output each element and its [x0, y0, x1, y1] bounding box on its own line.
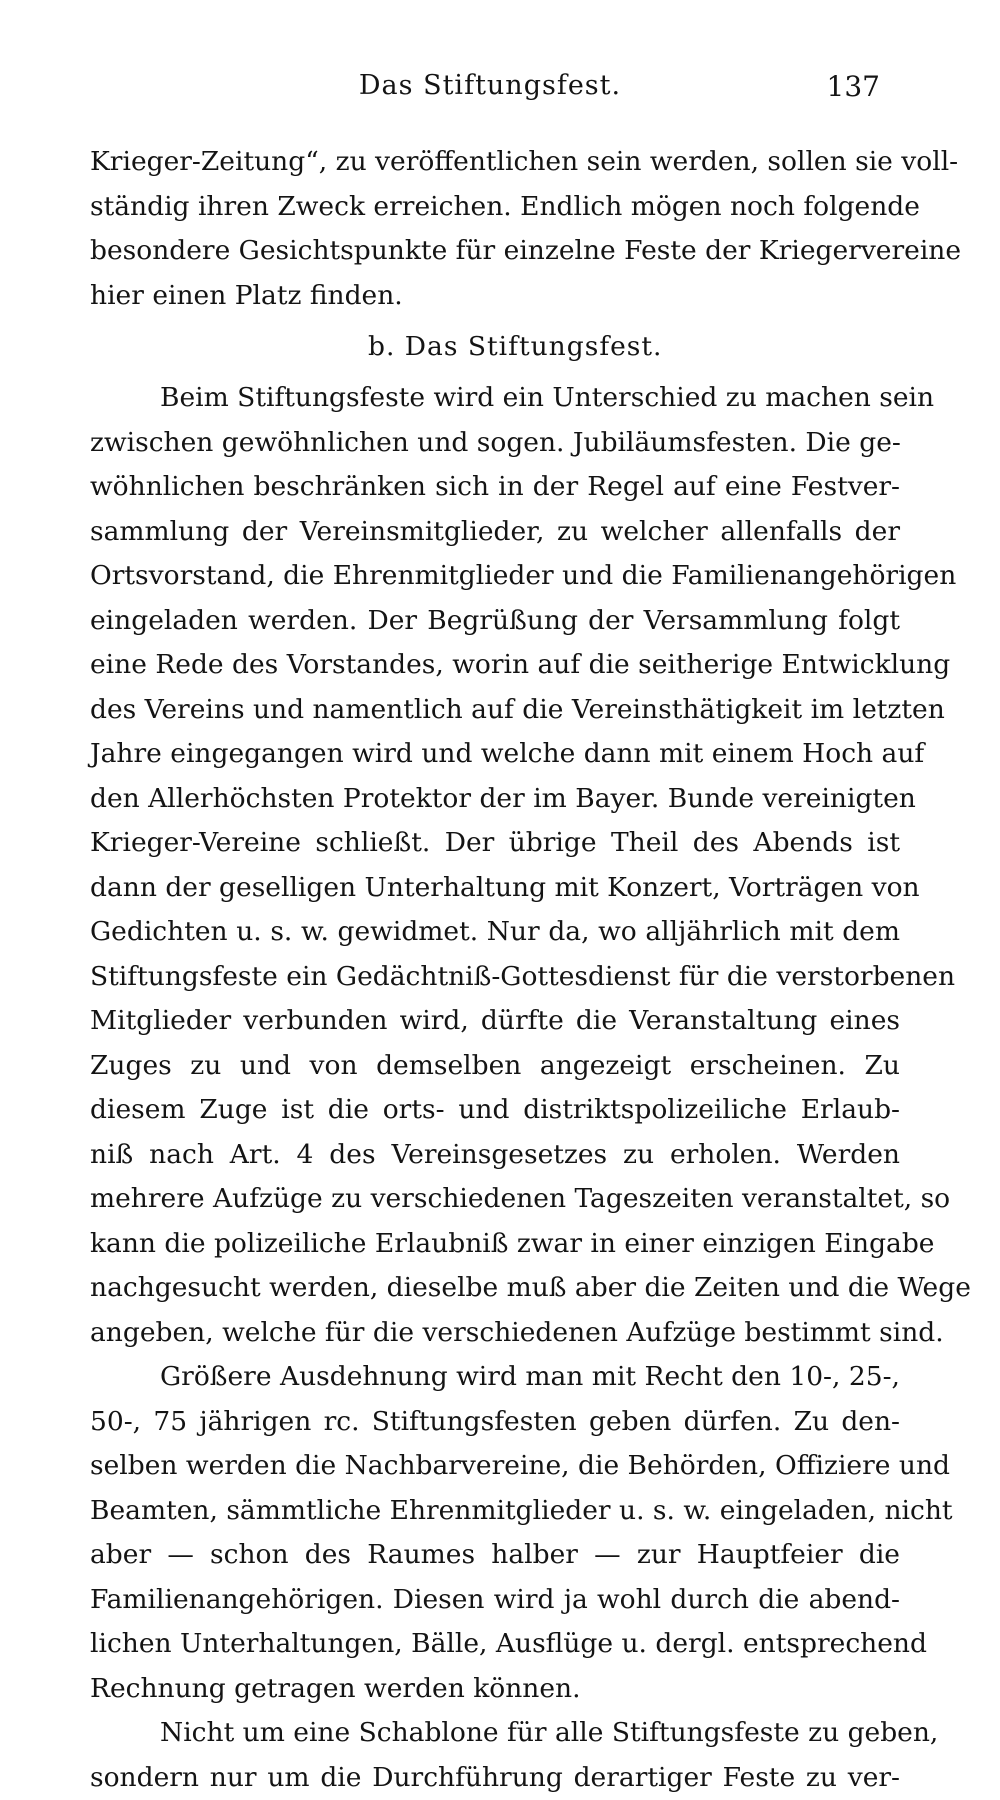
text-line: ständig ihren Zweck erreichen. Endlich mögen noch folgende	[90, 185, 900, 230]
text-line: 50-, 75 jährigen rc. Stiftungsfesten geben dürfen. Zu den-	[90, 1400, 900, 1445]
text-line: Krieger-Vereine schließt. Der übrige Theil des Abends ist	[90, 821, 900, 866]
text-line: lichen Unterhaltungen, Bälle, Ausflüge u. dergl. entsprechend	[90, 1622, 900, 1667]
page-number: 137	[827, 70, 880, 103]
text-line: hier einen Platz finden.	[90, 274, 900, 319]
text-line: Rechnung getragen werden können.	[90, 1667, 900, 1712]
text-line: Familienangehörigen. Diesen wird ja wohl durch die abend-	[90, 1578, 900, 1623]
section-heading: b. Das Stiftungsfest.	[90, 324, 900, 370]
text-line: eine Rede des Vorstandes, worin auf die seitherige Entwicklung	[90, 643, 900, 688]
text-line: den Allerhöchsten Protektor der im Bayer. Bunde vereinigten	[90, 777, 900, 822]
text-line: Beim Stiftungsfeste wird ein Unterschied zu machen sein	[90, 376, 900, 421]
text-line: sammlung der Vereinsmitglieder, zu welcher allenfalls der	[90, 510, 900, 555]
text-line: nachgesucht werden, dieselbe muß aber die Zeiten und die Wege	[90, 1266, 900, 1311]
text-line: angeben, welche für die verschiedenen Aufzüge bestimmt sind.	[90, 1311, 900, 1356]
text-line: diesem Zuge ist die orts- und distriktspolizeiliche Erlaub-	[90, 1088, 900, 1133]
text-line: sondern nur um die Durchführung derartiger Feste zu ver-	[90, 1756, 900, 1800]
text-line: Gedichten u. s. w. gewidmet. Nur da, wo alljährlich mit dem	[90, 910, 900, 955]
text-line: dann der geselligen Unterhaltung mit Konzert, Vorträgen von	[90, 866, 900, 911]
text-line: Mitglieder verbunden wird, dürfte die Veranstaltung eines	[90, 999, 900, 1044]
text-line: Nicht um eine Schablone für alle Stiftungsfeste zu geben,	[90, 1711, 900, 1756]
body-text	[90, 140, 900, 1800]
text-line: zwischen gewöhnlichen und sogen. Jubiläumsfesten. Die ge-	[90, 421, 900, 466]
text-line: mehrere Aufzüge zu verschiedenen Tageszeiten veranstaltet, so	[90, 1177, 900, 1222]
text-line: Größere Ausdehnung wird man mit Recht den 10-, 25-,	[90, 1355, 900, 1400]
text-line: Stiftungsfeste ein Gedächtniß-Gottesdienst für die verstorbenen	[90, 955, 900, 1000]
text-line: Krieger-Zeitung“, zu veröffentlichen sein werden, sollen sie voll-	[90, 140, 900, 185]
running-header	[90, 70, 890, 110]
text-line: Ortsvorstand, die Ehrenmitglieder und die Familienangehörigen	[90, 554, 900, 599]
text-line: kann die polizeiliche Erlaubniß zwar in einer einzigen Eingabe	[90, 1222, 900, 1267]
text-line: selben werden die Nachbarvereine, die Behörden, Offiziere und	[90, 1444, 900, 1489]
text-line: wöhnlichen beschränken sich in der Regel auf eine Festver-	[90, 465, 900, 510]
text-line: niß nach Art. 4 des Vereinsgesetzes zu erholen. Werden	[90, 1133, 900, 1178]
text-line: eingeladen werden. Der Begrüßung der Versammlung folgt	[90, 599, 900, 644]
text-line: des Vereins und namentlich auf die Vereinsthätigkeit im letzten	[90, 688, 900, 733]
text-line: Zuges zu und von demselben angezeigt erscheinen. Zu	[90, 1044, 900, 1089]
text-line: Beamten, sämmtliche Ehrenmitglieder u. s. w. eingeladen, nicht	[90, 1489, 900, 1534]
text-line: besondere Gesichtspunkte für einzelne Feste der Kriegervereine	[90, 229, 900, 274]
text-line: aber — schon des Raumes halber — zur Hauptfeier die	[90, 1533, 900, 1578]
text-line: Jahre eingegangen wird und welche dann mit einem Hoch auf	[90, 732, 900, 777]
running-title: Das Stiftungsfest.	[90, 70, 890, 101]
